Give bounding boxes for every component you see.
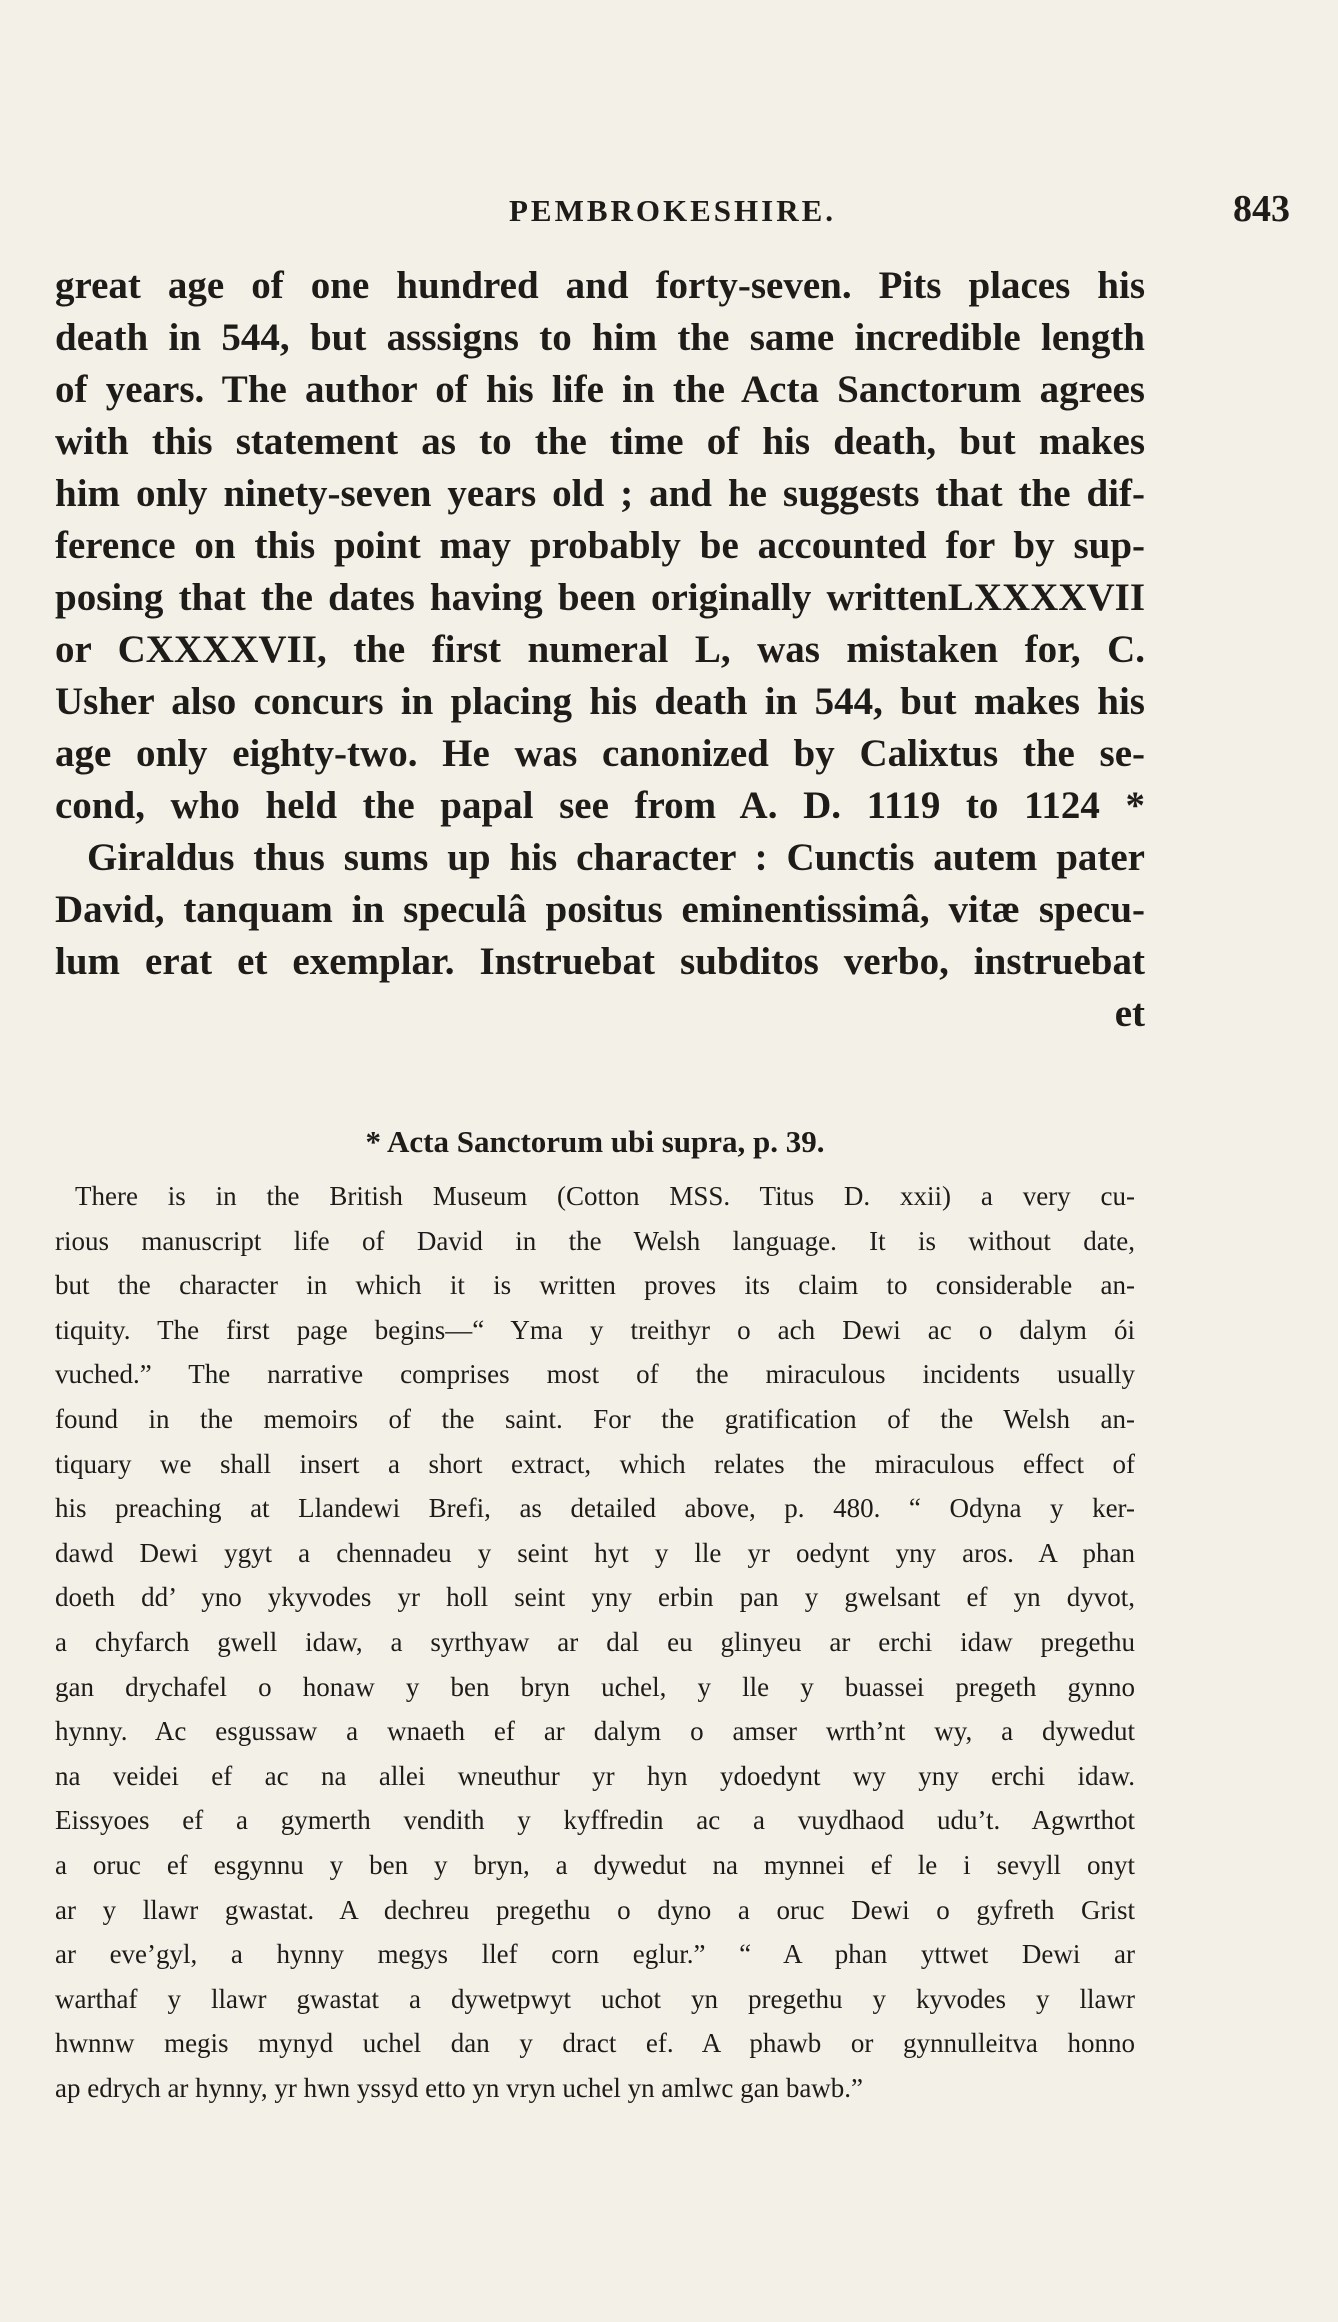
footnote-line: hynny. Ac esgussaw a wnaeth ef ar dalym o amser wrth’nt wy, a dywedut bbox=[55, 1716, 1135, 1747]
footnote-line: hwnnw megis mynyd uchel dan y dract ef. A phawb or gynnulleitva honno bbox=[55, 2028, 1135, 2059]
footnote-line: ap edrych ar hynny, yr hwn yssyd etto yn vryn uchel yn amlwc gan bawb.” bbox=[55, 2072, 864, 2103]
catchword: et bbox=[1114, 992, 1145, 1035]
footnote-line: na veidei ef ac na allei wneuthur yr hyn ydoedynt wy yny erchi idaw. bbox=[55, 1760, 1135, 1791]
text-line: age only eighty-two. He was canonized by Calixtus the se- bbox=[55, 732, 1145, 775]
text-line: David, tanquam in speculâ positus eminentissimâ, vitæ specu- bbox=[55, 888, 1145, 931]
footnote-line: but the character in which it is written proves its claim to considerable an- bbox=[55, 1270, 1135, 1301]
text-line: or CXXXXVII, the first numeral L, was mistaken for, C. bbox=[55, 628, 1145, 671]
footnote-line: tiquary we shall insert a short extract, which relates the miraculous effect of bbox=[55, 1448, 1135, 1479]
text-line: ference on this point may probably be accounted for by sup- bbox=[55, 524, 1145, 567]
text-line: him only ninety-seven years old ; and he suggests that the dif- bbox=[55, 472, 1145, 515]
text-line: cond, who held the papal see from A. D. 1119 to 1124 * bbox=[55, 784, 1145, 827]
footnote-line: tiquity. The first page begins—“ Yma y treithyr o ach Dewi ac o dalym ói bbox=[55, 1314, 1135, 1345]
running-head bbox=[55, 188, 1290, 233]
footnote-line: a chyfarch gwell idaw, a syrthyaw ar dal eu glinyeu ar erchi idaw pregethu bbox=[55, 1626, 1135, 1657]
page-number: 843 bbox=[1233, 188, 1290, 230]
text-line: death in 544, but asssigns to him the same incredible length bbox=[55, 316, 1145, 359]
footnote-line: There is in the British Museum (Cotton MSS. Titus D. xxii) a very cu- bbox=[75, 1181, 1135, 1211]
text-line: Giraldus thus sums up his character : Cunctis autem pater bbox=[87, 836, 1145, 879]
footnote-line: vuched.” The narrative comprises most of the miraculous incidents usually bbox=[55, 1359, 1135, 1390]
footnote-body bbox=[55, 1174, 1135, 2110]
footnote-line: rious manuscript life of David in the Welsh language. It is without date, bbox=[55, 1225, 1135, 1256]
footnote-line: ar y llawr gwastat. A dechreu pregethu o dyno a oruc Dewi o gyfreth Grist bbox=[55, 1894, 1135, 1925]
main-text bbox=[55, 260, 1145, 1040]
footnote-reference: * Acta Sanctorum ubi supra, p. 39. bbox=[365, 1124, 825, 1159]
footnote-line: found in the memoirs of the saint. For the gratification of the Welsh an- bbox=[55, 1403, 1135, 1434]
footnote-line: ar eve’gyl, a hynny megys llef corn eglur.” “ A phan yttwet Dewi ar bbox=[55, 1939, 1135, 1970]
page-title: PEMBROKESHIRE. bbox=[508, 193, 837, 228]
text-line: lum erat et exemplar. Instruebat subditos verbo, instruebat bbox=[55, 940, 1145, 983]
footnotes bbox=[55, 1122, 1135, 2110]
footnote-line: warthaf y llawr gwastat a dywetpwyt uchot yn pregethu y kyvodes y llawr bbox=[55, 1983, 1135, 2014]
footnote-line: dawd Dewi ygyt a chennadeu y seint hyt y lle yr oedynt yny aros. A phan bbox=[55, 1537, 1135, 1568]
text-line: Usher also concurs in placing his death in 544, but makes his bbox=[55, 680, 1145, 723]
text-line: great age of one hundred and forty-seven. Pits places his bbox=[55, 264, 1145, 307]
text-line: of years. The author of his life in the Acta Sanctorum agrees bbox=[55, 368, 1145, 411]
footnote-line: his preaching at Llandewi Brefi, as detailed above, p. 480. “ Odyna y ker- bbox=[55, 1493, 1135, 1524]
text-line: with this statement as to the time of his death, but makes bbox=[55, 420, 1145, 463]
footnote-line: Eissyoes ef a gymerth vendith y kyffredin ac a vuydhaod udu’t. Agwrthot bbox=[55, 1805, 1135, 1836]
footnote-line: a oruc ef esgynnu y ben y bryn, a dywedut na mynnei ef le i sevyll onyt bbox=[55, 1849, 1135, 1880]
footnote-line: gan drychafel o honaw y ben bryn uchel, y lle y buassei pregeth gynno bbox=[55, 1671, 1135, 1702]
footnote-line: doeth dd’ yno ykyvodes yr holl seint yny erbin pan y gwelsant ef yn dyvot, bbox=[55, 1582, 1135, 1613]
text-line: posing that the dates having been originally writtenLXXXXVII bbox=[55, 576, 1145, 619]
